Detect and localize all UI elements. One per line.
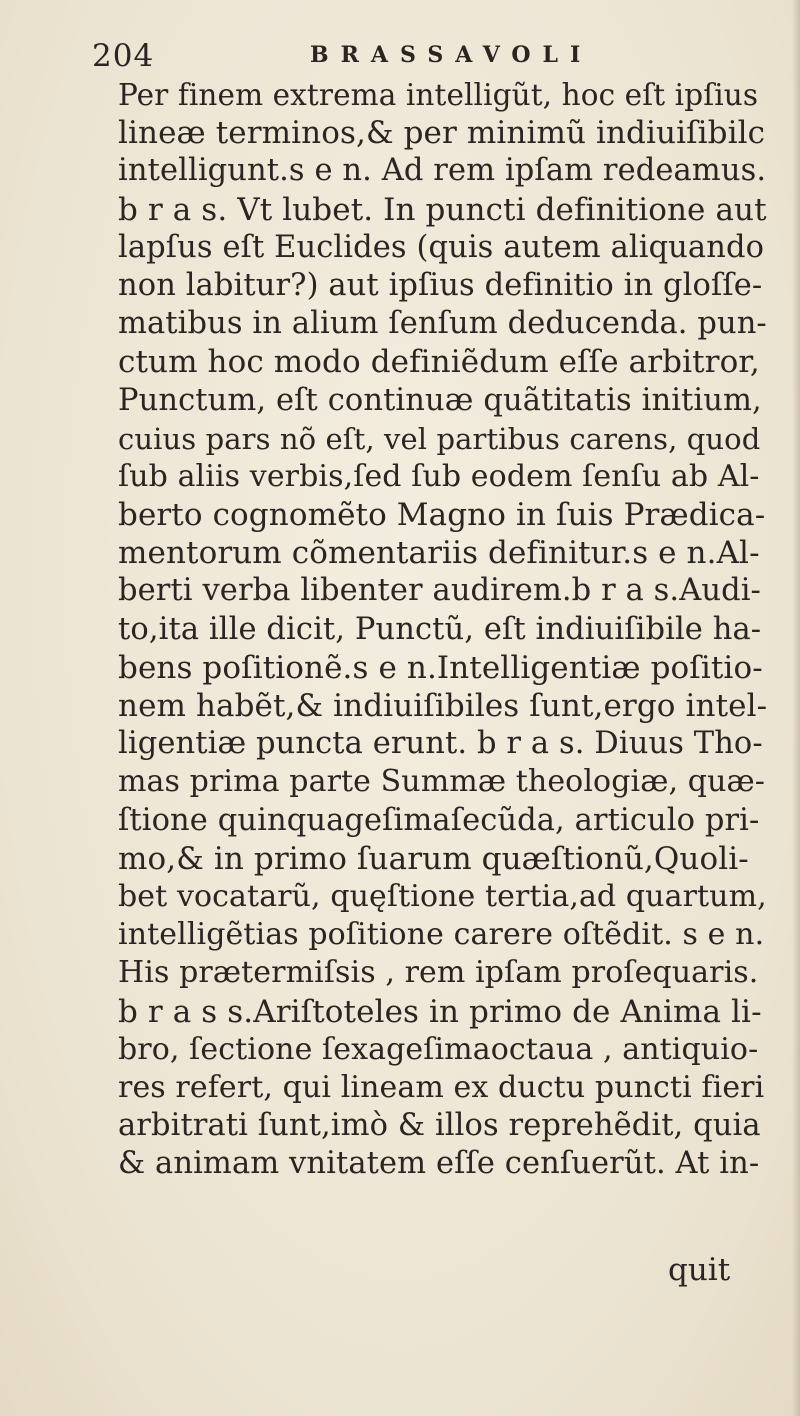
text-line: mas prima parte Summæ theologiæ, quæ- [118, 764, 766, 800]
text-line: intelligẽtias poſitione carere oſtẽdit. s e n. [118, 917, 765, 953]
body-text [118, 76, 768, 1183]
page-header [92, 34, 732, 74]
text-line: nem habẽt,& indiuiſibiles ſunt,ergo intel- [118, 688, 768, 724]
text-line: bro, ſectione ſexageſimaoctaua , antiquio- [118, 1031, 759, 1067]
text-line: berti verba libenter audirem.b r a s.Audi- [118, 573, 761, 609]
page-edge-shadow [792, 0, 800, 1416]
text-line: b r a s. Vt lubet. In puncti definitione aut [118, 191, 767, 228]
text-line: ctum hoc modo definiẽdum eſſe arbitror, [118, 344, 760, 381]
text-line: mo,& in primo ſuarum quæſtionũ,Quoli- [118, 840, 749, 877]
text-line: bens poſitionẽ.s e n.Intelligentiæ poſitio- [118, 649, 763, 686]
catchword: quit [668, 1252, 731, 1288]
text-line: berto cognomẽto Magno in ſuis Prædica- [118, 497, 766, 534]
text-line: to,ita ille dicit, Punctũ, eſt indiuiſibile ha- [118, 611, 762, 647]
text-line: arbitrati ſunt,imò & illos reprehẽdit, quia [118, 1108, 761, 1144]
text-line: cuius pars nõ eſt, vel partibus carens, quod [118, 421, 761, 456]
text-line: res refert, qui lineam ex ductu puncti fieri [118, 1069, 765, 1105]
text-line: ſub aliis verbis,ſed ſub eodem ſenſu ab Al- [118, 458, 760, 494]
text-line: ligentiæ puncta erunt. b r a s. Diuus Tho- [118, 726, 763, 762]
text-line: & animam vnitatem eſſe cenſuerũt. At in- [118, 1146, 760, 1182]
text-line: lineæ terminos,& per minimũ indiuiſibilc [118, 115, 766, 152]
text-line: matibus in alium ſenſum deducenda. pun- [118, 306, 767, 342]
text-line: lapſus eſt Euclides (quis autem aliquando [118, 229, 765, 265]
text-line: bet vocatarũ, quęſtione tertia,ad quartum, [118, 878, 767, 914]
text-line: Per finem extrema intelligũt, hoc eſt ipſius [118, 78, 759, 112]
text-line: mentorum cõmentariis definitur.s e n.Al- [118, 535, 760, 572]
text-line: non labitur?) aut ipſius definitio in gloſſe- [118, 267, 763, 303]
text-line: b r a s s.Ariſtoteles in primo de Anima li- [118, 993, 762, 1030]
running-head: BRASSAVOLI [310, 42, 593, 68]
text-line: ſtione quinquageſimaſecũda, articulo pri- [118, 802, 760, 838]
page-number: 204 [92, 38, 155, 74]
text-line: His prætermiſsis , rem ipſam proſequaris. [118, 955, 759, 991]
text-line: intelligunt.s e n. Ad rem ipſam redeamus. [118, 153, 767, 189]
text-line: Punctum, eſt continuæ quãtitatis initium, [118, 382, 762, 418]
